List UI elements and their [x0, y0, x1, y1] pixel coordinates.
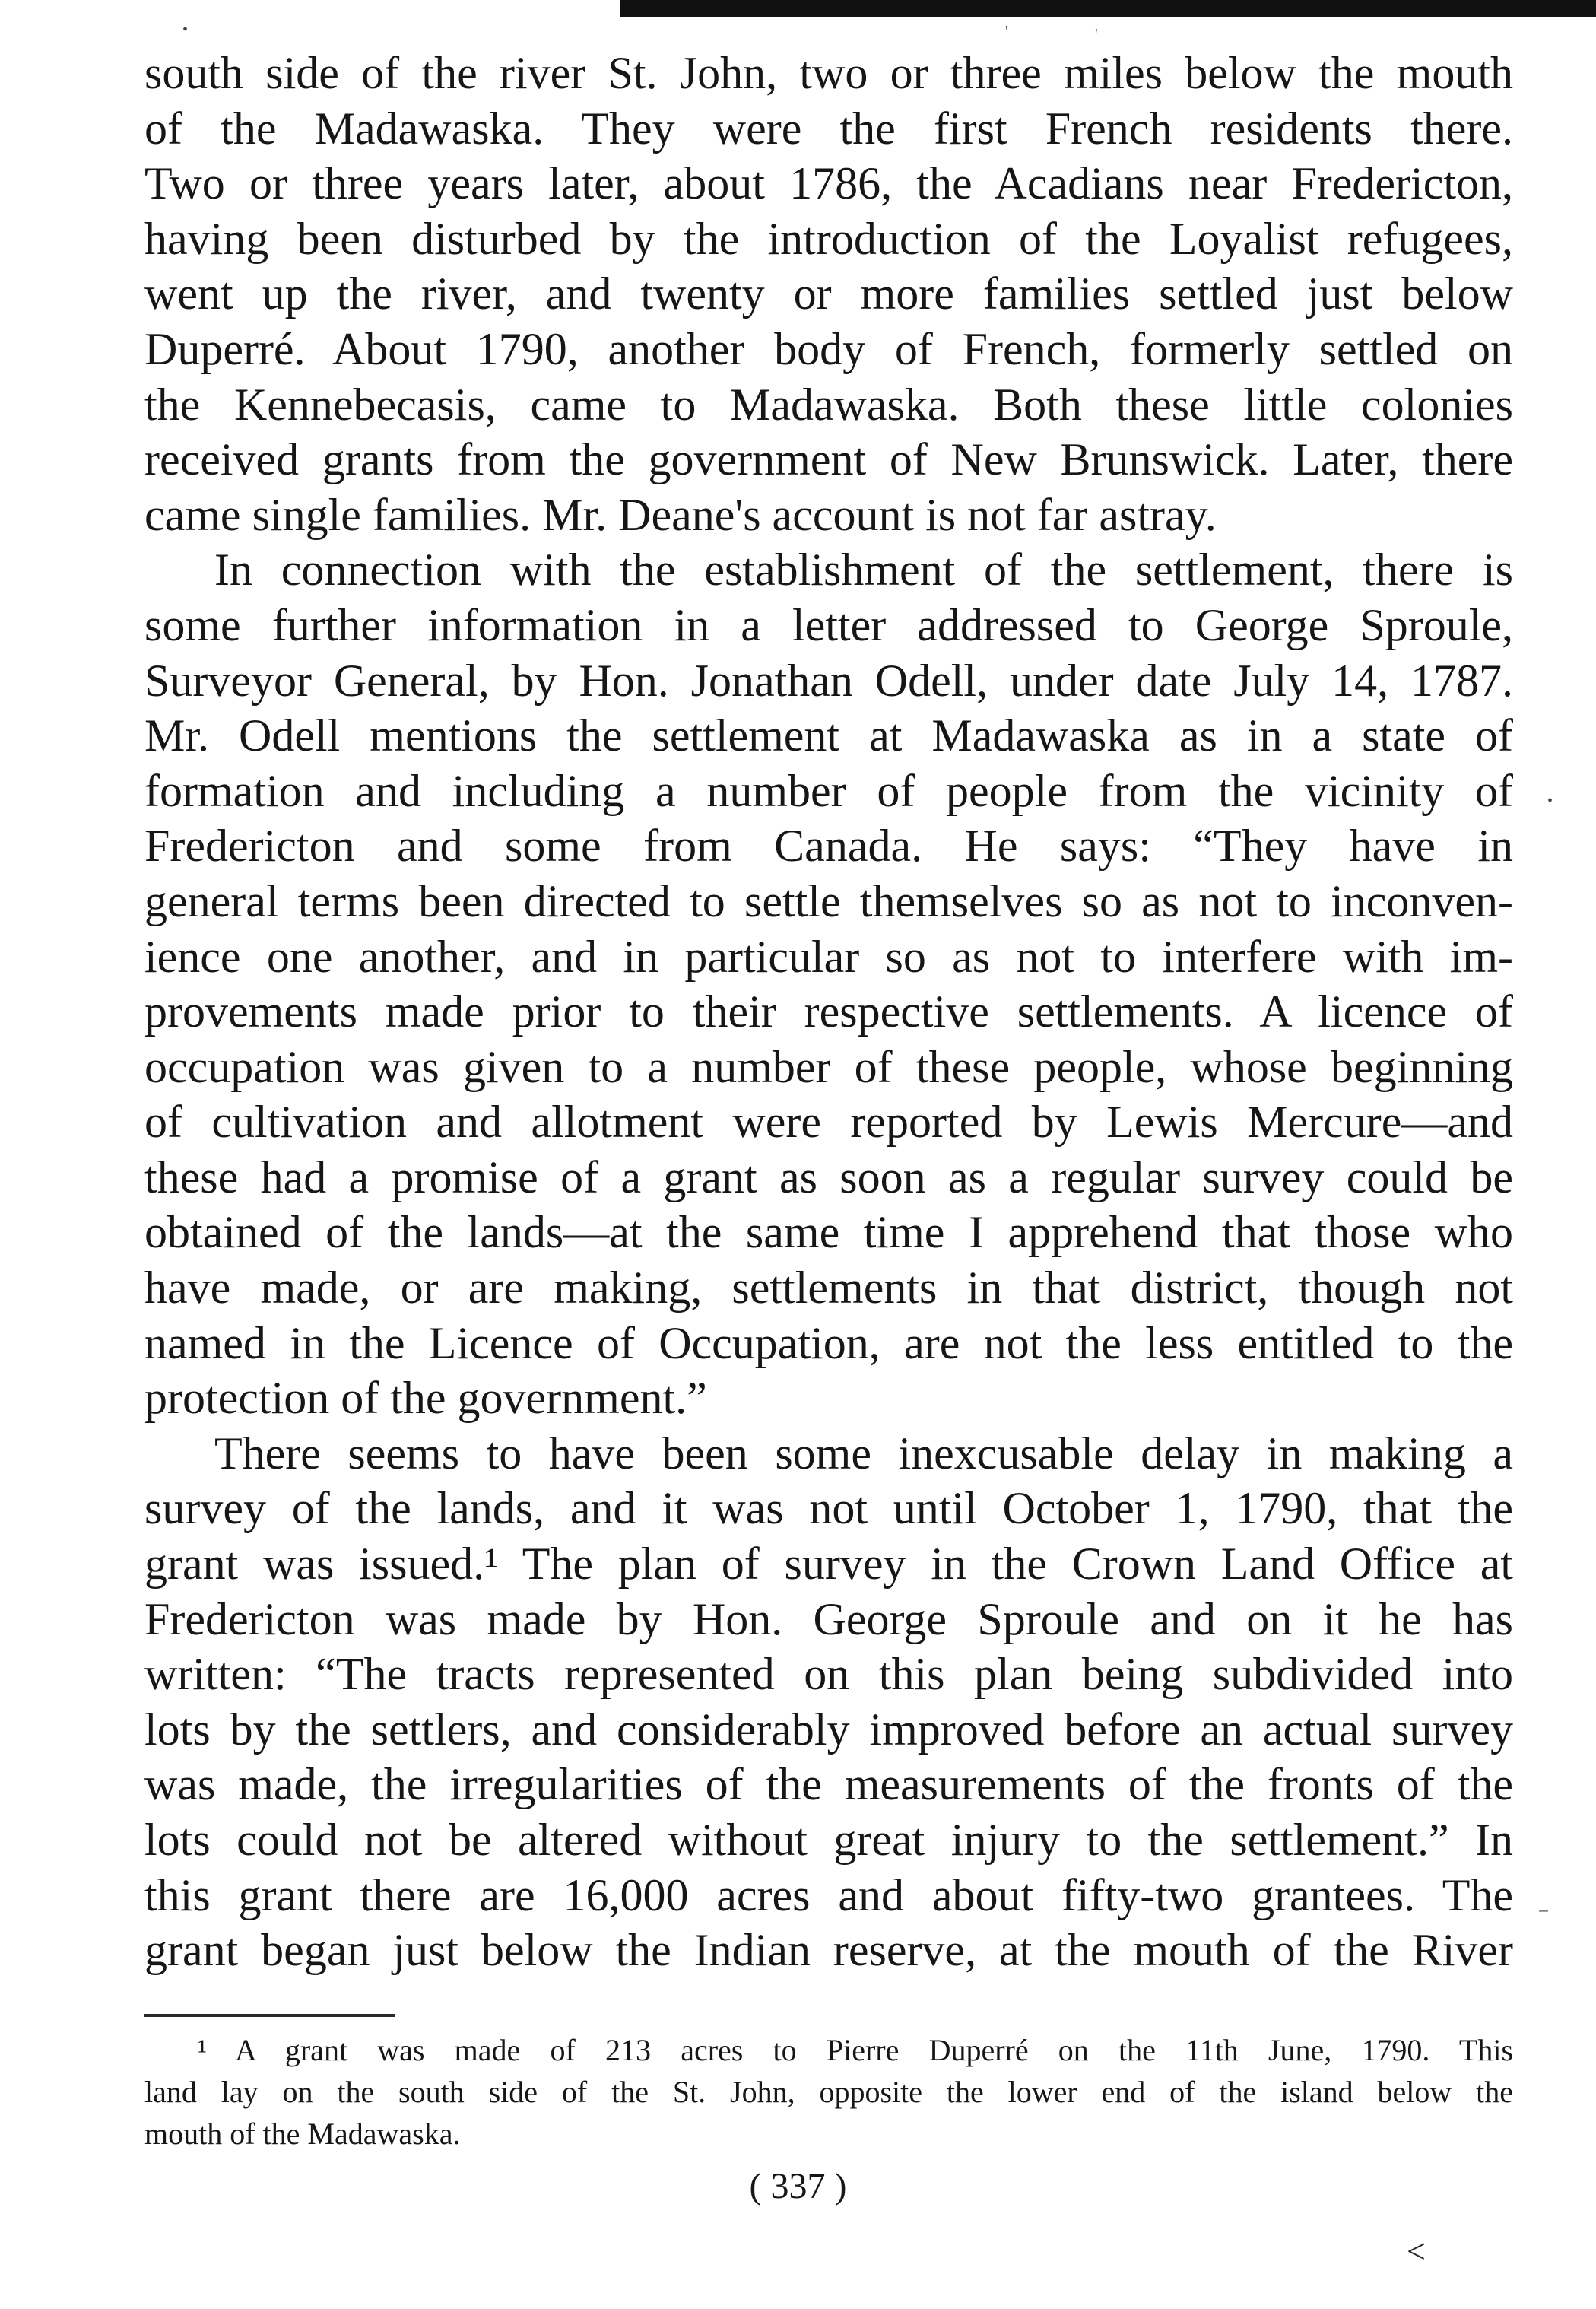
text-line: lots by the settlers, and considerably improved before an actual survey — [144, 1704, 1513, 1755]
speck-mark: ‾ — [1540, 1909, 1547, 1934]
footnote-line: mouth of the Madawaska. — [144, 2117, 461, 2151]
text-line: of the Madawaska. They were the first French residents there. — [144, 103, 1513, 154]
text-line: grant began just below the Indian reserve, at the mouth of the River — [144, 1925, 1513, 1976]
speck-mark: • — [182, 21, 189, 38]
text-line: some further information in a letter addressed to George Sproule, — [144, 599, 1513, 650]
text-line: In connection with the establishment of the settlement, there is — [214, 545, 1513, 596]
text-line: Duperré. About 1790, another body of French, formerly settled on — [144, 323, 1513, 374]
text-line: occupation was given to a number of these people, whose beginning — [144, 1041, 1513, 1092]
text-line: received grants from the government of New Brunswick. Later, there — [144, 434, 1513, 485]
footnote-line: land lay on the south side of the St. John, opposite the lower end of the island below the — [144, 2075, 1513, 2109]
text-line: have made, or are making, settlements in that district, though not — [144, 1262, 1513, 1313]
footnote-divider — [144, 2014, 395, 2017]
text-line: lots could not be altered without great injury to the settlement.” In — [144, 1815, 1513, 1865]
page-number: ( 337 ) — [749, 2166, 847, 2206]
speck-mark: ' — [1005, 23, 1008, 40]
text-line: south side of the river St. John, two or three miles below the mouth — [144, 48, 1513, 98]
text-line: was made, the irregularities of the measurements of the fronts of the — [144, 1759, 1513, 1810]
speck-mark: • — [1547, 792, 1553, 809]
text-line: general terms been directed to settle themselves so as not to inconven- — [144, 875, 1513, 926]
text-line: obtained of the lands—at the same time I apprehend that those who — [144, 1207, 1513, 1258]
text-line: these had a promise of a grant as soon as a regular survey could be — [144, 1151, 1513, 1202]
text-line: went up the river, and twenty or more families settled just below — [144, 268, 1513, 319]
footnote-block — [144, 2029, 1513, 2155]
text-line: grant was issued.¹ The plan of survey in the Crown Land Office at — [144, 1539, 1513, 1590]
text-line: written: “The tracts represented on this plan being subdivided into — [144, 1649, 1513, 1700]
speck-mark: ' — [1095, 26, 1098, 43]
text-line: the Kennebecasis, came to Madawaska. Both these little colonies — [144, 379, 1513, 430]
text-line: came single families. Mr. Deane's account is not far astray. — [144, 489, 1217, 540]
text-line: provements made prior to their respective settlements. A licence of — [144, 986, 1513, 1037]
text-line: this grant there are 16,000 acres and about fifty-two grantees. The — [144, 1869, 1513, 1920]
text-line: having been disturbed by the introduction of the Loyalist refugees, — [144, 213, 1513, 264]
main-text-block — [144, 46, 1513, 1978]
text-line: of cultivation and allotment were reported by Lewis Mercure—and — [144, 1097, 1513, 1148]
text-line: Mr. Odell mentions the settlement at Madawaska as in a state of — [144, 710, 1513, 761]
text-line: Surveyor General, by Hon. Jonathan Odell, under date July 14, 1787. — [144, 655, 1513, 706]
text-line: formation and including a number of people from the vicinity of — [144, 765, 1513, 816]
text-line: Fredericton was made by Hon. George Sproule and on it he has — [144, 1593, 1513, 1644]
text-line: survey of the lands, and it was not until October 1, 1790, that the — [144, 1483, 1513, 1534]
text-line: Fredericton and some from Canada. He says: “They have in — [144, 821, 1513, 872]
text-line: protection of the government.” — [144, 1373, 707, 1424]
text-line: named in the Licence of Occupation, are not the less entitled to the — [144, 1317, 1513, 1368]
text-line: ience one another, and in particular so as not to interfere with im- — [144, 931, 1513, 982]
text-line: There seems to have been some inexcusable delay in making a — [214, 1428, 1513, 1478]
top-edge-rule — [620, 0, 1596, 17]
pencil-mark: < — [1407, 2233, 1426, 2270]
footnote-line: ¹ A grant was made of 213 acres to Pierre Duperré on the 11th June, 1790. This — [198, 2033, 1513, 2067]
text-line: Two or three years later, about 1786, the Acadians near Fredericton, — [144, 158, 1513, 209]
